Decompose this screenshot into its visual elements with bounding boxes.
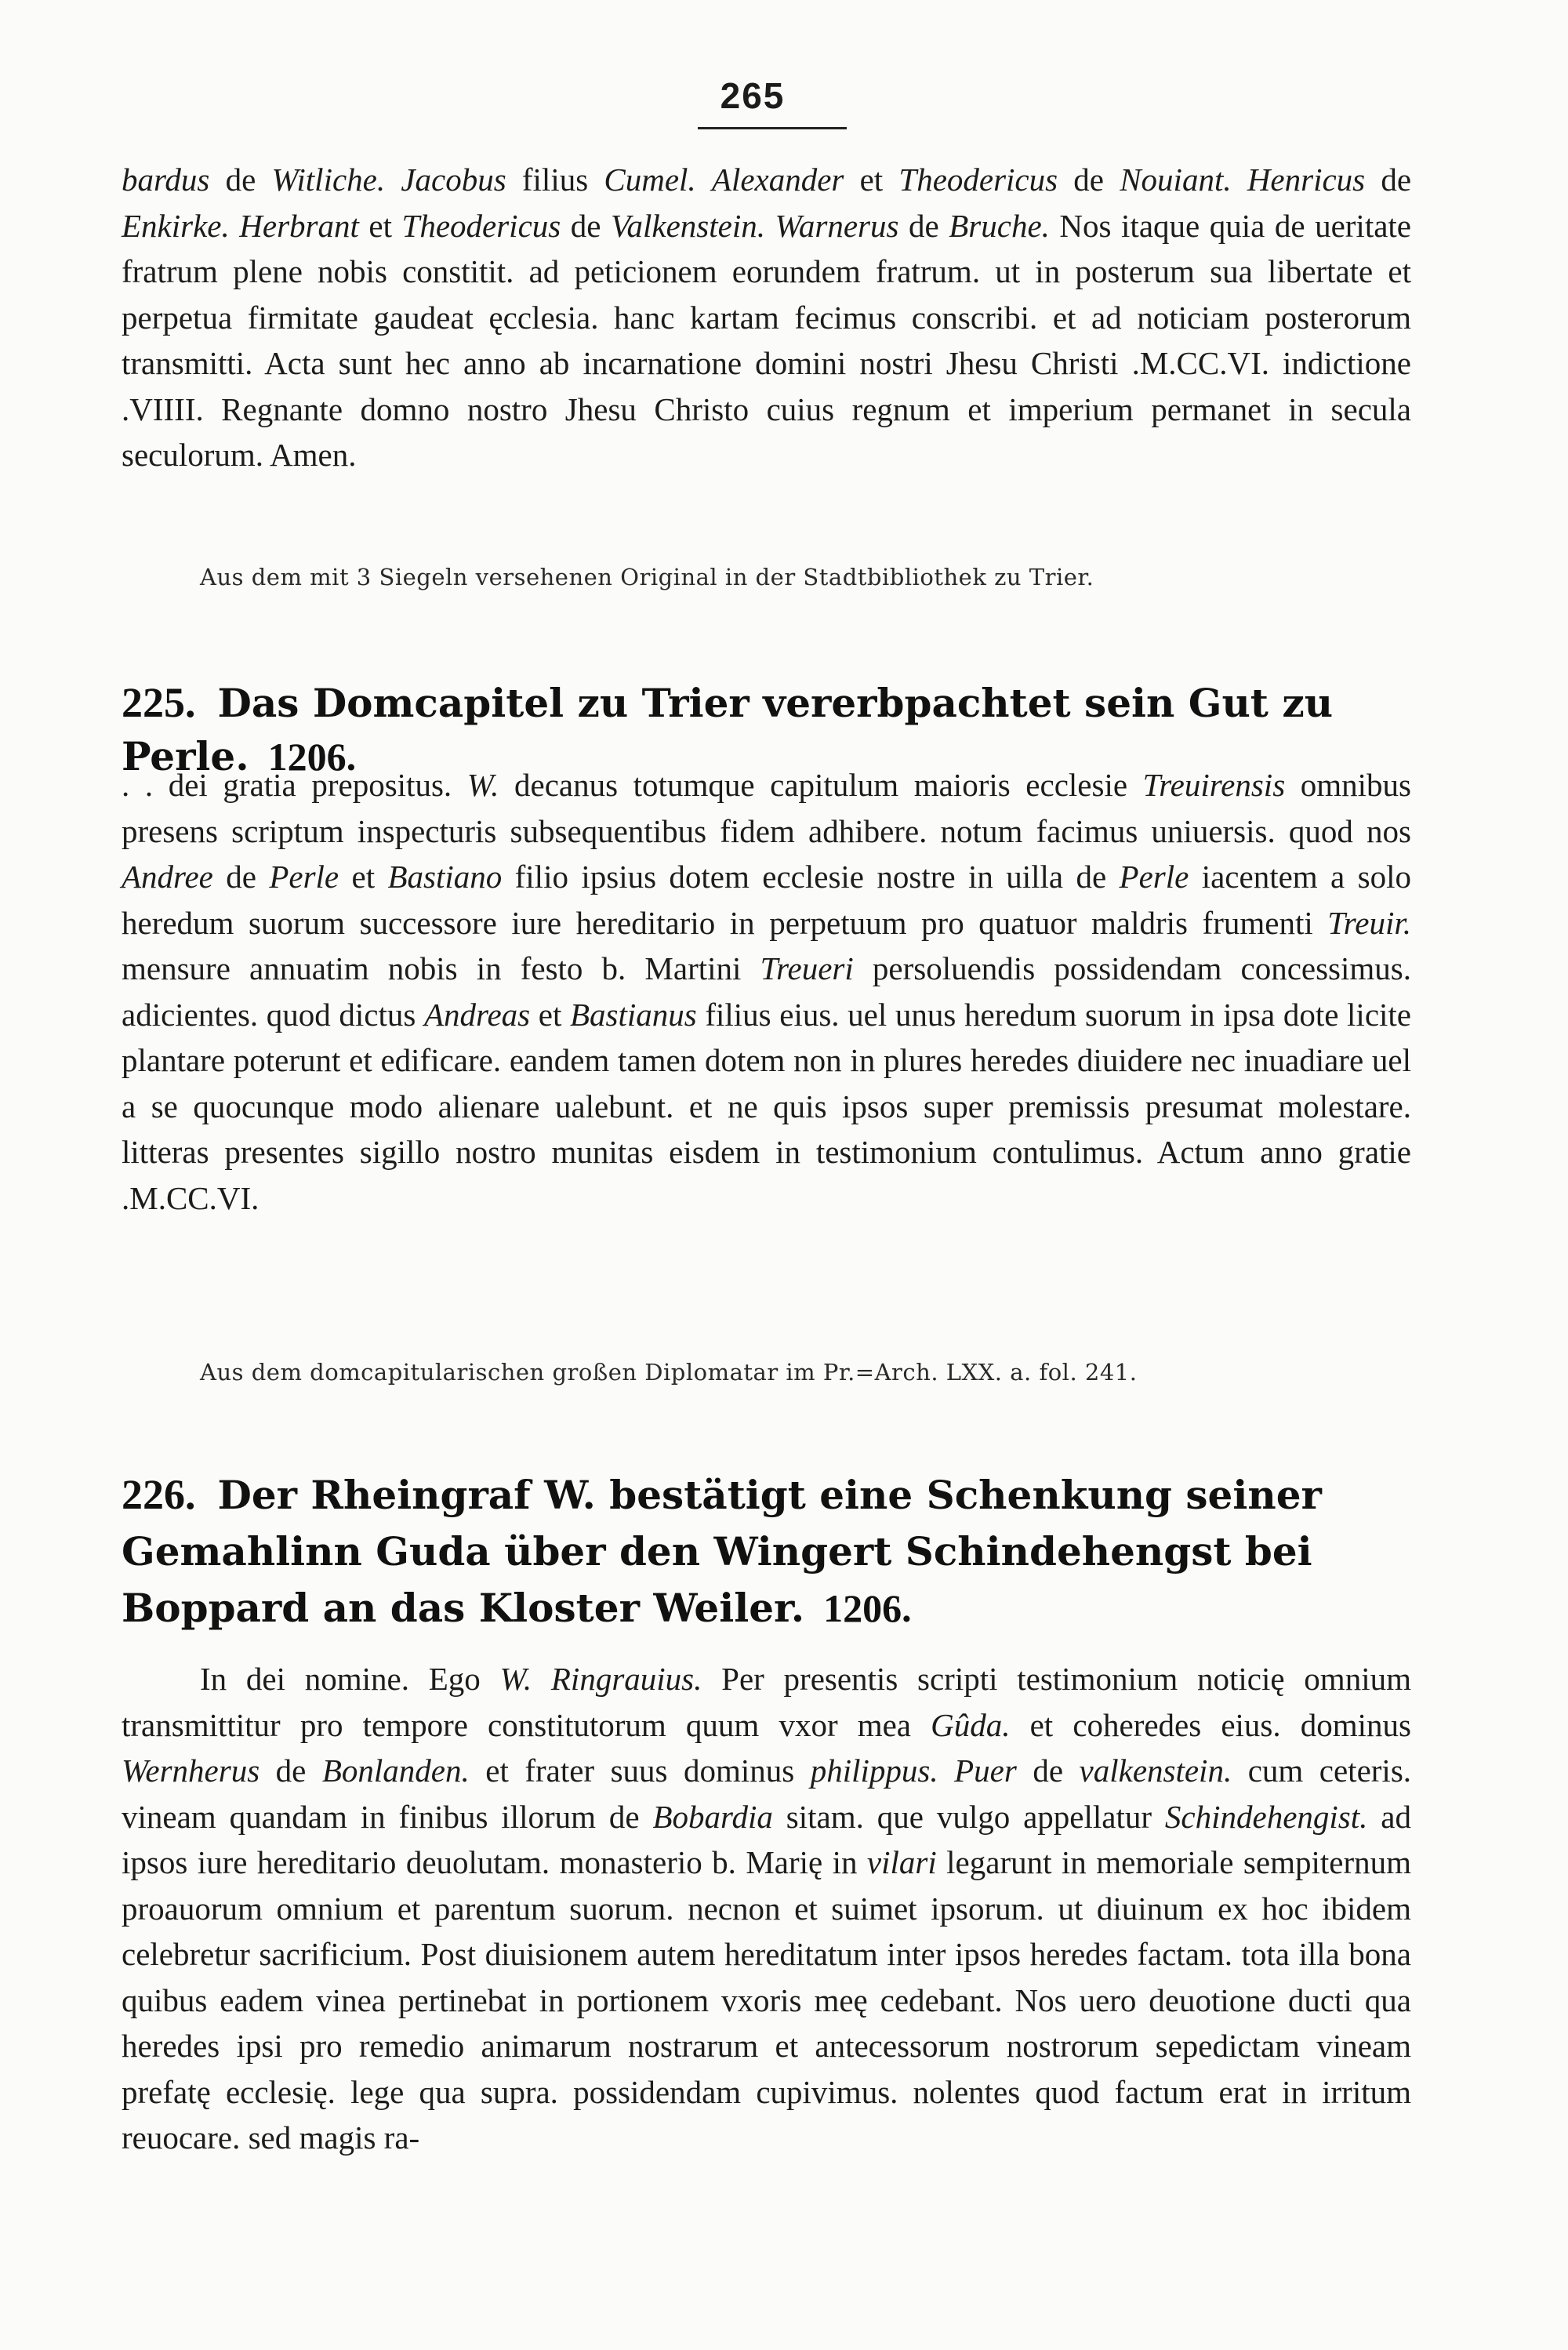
doc225-source-note: Aus dem domcapitularischen großen Diplomatar im Pr.=Arch. LXX. a. fol. 241. [200,1359,1138,1386]
doc226-text-content: In dei nomine. Ego W. Ringrauius. Per presentis scripti testimonium noticię omnium transmittitur pro tempore constitutorum quum vxor mea Gûda. et coheredes eius. dominus Wernherus de Bonlanden. et frater suus dominus philippus. Puer de valkenstein. cum ceteris. vineam quandam in finibus illorum de Bobardia sitam. que vulgo appellatur Schindehengist. ad ipsos iure hereditario deuolutam. monasterio b. Marię in vilari legarunt in memoriale sempiternum proauorum omnium et parentum suorum. necnon et suimet ipsorum. ut diuinum ex hoc ibidem celebretur sacrificium. Post diuisionem autem hereditatum inter ipsos heredes factam. tota illa bona quibus eadem vinea pertinebat in portionem vxoris meę cedebant. Nos uero deuotione ducti qua heredes ipsi pro remedio animarum nostrarum et antecessorum nostrorum sepedictam vineam prefatę ecclesię. lege qua supra. possidendam cupivimus. nolentes quod factum erat in irritum reuocare. sed magis ra- [122,1661,1412,2156]
doc226-date: 1206. [823,1586,912,1630]
doc225-date: 1206. [267,735,357,779]
doc225-title: Das Domcapitel zu Trier vererbpachtet sein Gut zu Perle. [122,680,1334,779]
doc225-number: 225. [122,679,196,726]
doc226-text [122,1656,1411,2161]
doc225-text: . . dei gratia prepositus. W. decanus totumque capitulum maioris ecclesie Treuirensis omnibus presens scriptum inspecturis subsequentibus fidem adhibere. notum facimus uniuersis. quod nos Andree de Perle et Bastiano filio ipsius dotem ecclesie nostre in uilla de Perle iacentem a solo heredum suorum successore iure hereditario in perpetuum pro quatuor maldris frumenti Treuir. mensure annuatim nobis in festo b. Martini Treueri persoluendis possidendam concessimus. adicientes. quod dictus Andreas et Bastianus filius eius. uel unus heredum suorum in ipsa dote licite plantare poterunt et edificare. eandem tamen dotem non in plures heredes diuidere nec inuadiare uel a se quocunque modo alienare ualebunt. et ne quis ipsos super premissis presumat molestare. litteras presentes sigillo nostro munitas eisdem in testimonium contulimus. Actum anno gratie .M.CC.VI. [122,767,1412,1216]
page-number: 265 [720,75,786,116]
doc226-title: Der Rheingraf W. bestätigt eine Schenkung seiner Gemahlinn Guda über den Wingert Schindehengst bei Boppard an das Kloster Weiler. [122,1472,1322,1631]
doc224-continuation-text: bardus de Witliche. Jacobus filius Cumel. Alexander et Theodericus de Nouiant. Henricus de Enkirke. Herbrant et Theodericus de Valkenstein. Warnerus de Bruche. Nos itaque quia de ueritate fratrum plene nobis constitit. ad peticionem eorundem fratrum. ut in posterum sua libertate et perpetua firmitate gaudeat ęcclesia. hanc kartam fecimus conscribi. et ad noticiam posterorum transmitti. Acta sunt hec anno ab incarnatione domini nostri Jhesu Christi .M.CC.VI. indictione .VIIII. Regnante domno nostro Jhesu Christo cuius regnum et imperium permanet in secula seculorum. Amen. [122,162,1412,473]
doc224-source-note: Aus dem mit 3 Siegeln versehenen Original in der Stadtbibliothek zu Trier. [200,564,1094,590]
page-number-rule [698,127,847,129]
doc226-heading [122,1466,1411,1636]
doc226-number: 226. [122,1471,196,1518]
